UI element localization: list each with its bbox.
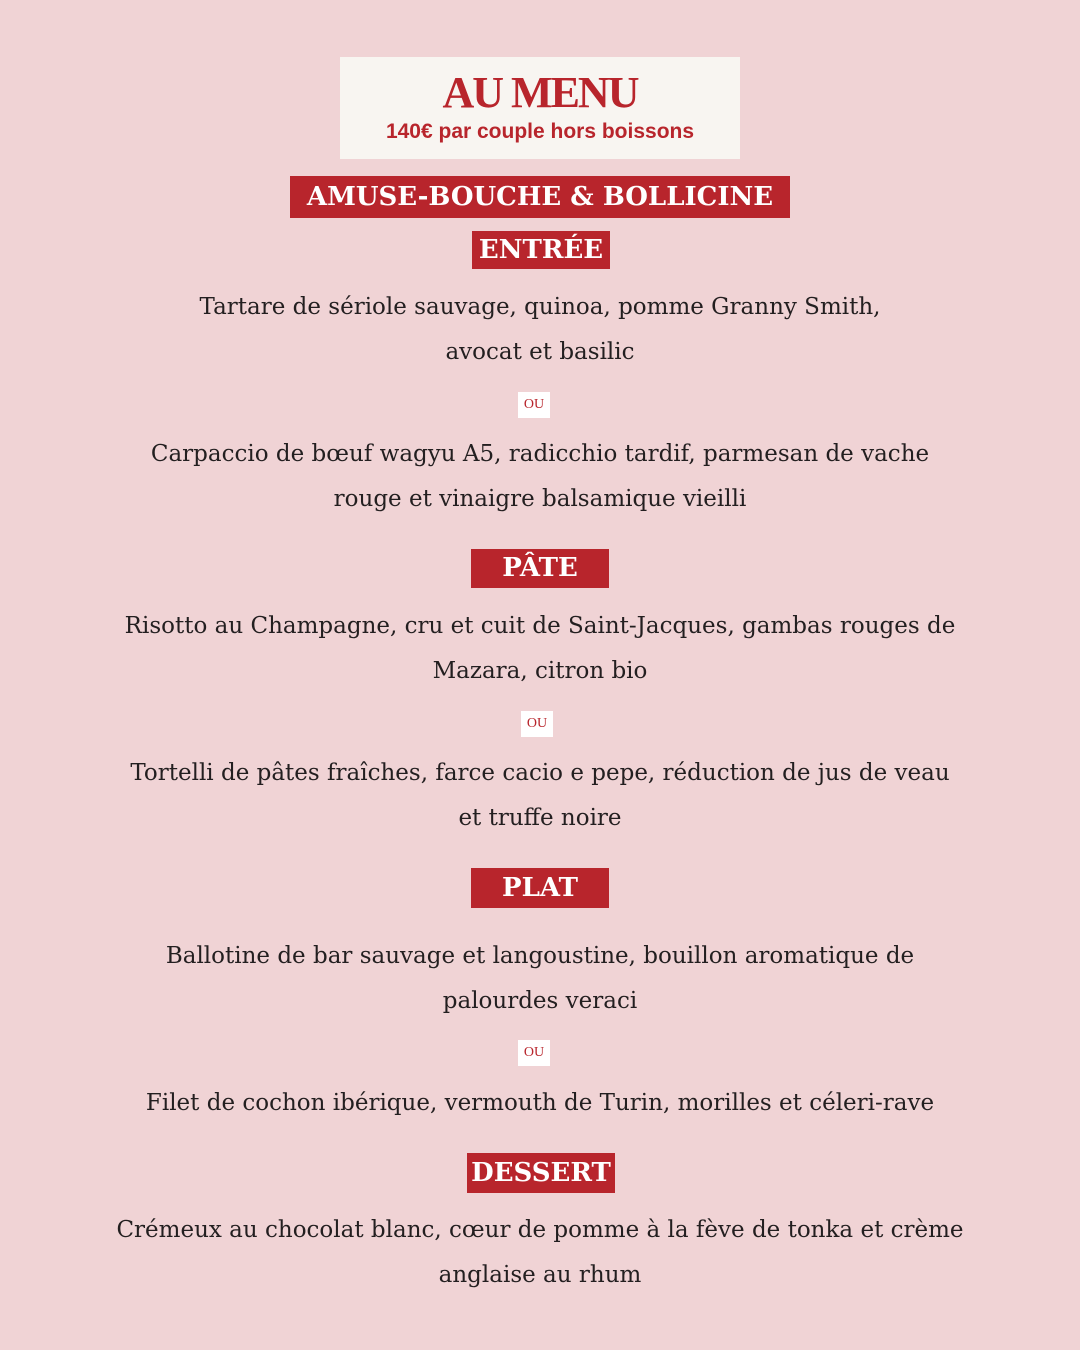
menu-title: AU MENU bbox=[442, 68, 638, 117]
pate-dish-2 bbox=[90, 751, 990, 841]
section-label-pate: PÂTE bbox=[471, 549, 609, 588]
dish-line: Ballotine de bar sauvage et langoustine, bouillon aromatique de bbox=[165, 943, 915, 969]
dish-line: Risotto au Champagne, cru et cuit de Saint-Jacques, gambas rouges de bbox=[124, 613, 956, 639]
plat-dish-1 bbox=[90, 934, 990, 1024]
dessert-dish-1 bbox=[90, 1208, 990, 1298]
entree-dish-2 bbox=[90, 432, 990, 522]
plat-dish-2 bbox=[90, 1081, 990, 1126]
dish-line: Crémeux au chocolat blanc, cœur de pomme à la fève de tonka et crème bbox=[116, 1217, 964, 1243]
dish-line: anglaise au rhum bbox=[438, 1262, 642, 1288]
section-label-amuse-bouche: AMUSE-BOUCHE & BOLLICINE bbox=[290, 176, 790, 218]
or-separator: OU bbox=[521, 711, 553, 737]
menu-price: 140€ par couple hors boissons bbox=[385, 120, 695, 143]
or-separator: OU bbox=[518, 1040, 550, 1066]
dish-line: et truffe noire bbox=[458, 805, 622, 831]
or-separator: OU bbox=[518, 392, 550, 418]
dish-line: Mazara, citron bio bbox=[432, 658, 648, 684]
dish-line: Carpaccio de bœuf wagyu A5, radicchio tardif, parmesan de vache bbox=[150, 441, 930, 467]
pate-dish-1 bbox=[90, 604, 990, 694]
menu-header bbox=[340, 57, 740, 159]
dish-line: Tortelli de pâtes fraîches, farce cacio e pepe, réduction de jus de veau bbox=[130, 760, 950, 786]
dish-line: Filet de cochon ibérique, vermouth de Turin, morilles et céleri-rave bbox=[145, 1090, 935, 1116]
section-label-entree: ENTRÉE bbox=[472, 231, 610, 269]
section-label-dessert: DESSERT bbox=[467, 1153, 615, 1193]
dish-line: palourdes veraci bbox=[442, 988, 638, 1014]
dish-line: rouge et vinaigre balsamique vieilli bbox=[333, 486, 747, 512]
entree-dish-1 bbox=[90, 285, 990, 375]
dish-line: avocat et basilic bbox=[445, 339, 635, 365]
section-label-plat: PLAT bbox=[471, 868, 609, 908]
dish-line: Tartare de sériole sauvage, quinoa, pomme Granny Smith, bbox=[199, 294, 881, 320]
